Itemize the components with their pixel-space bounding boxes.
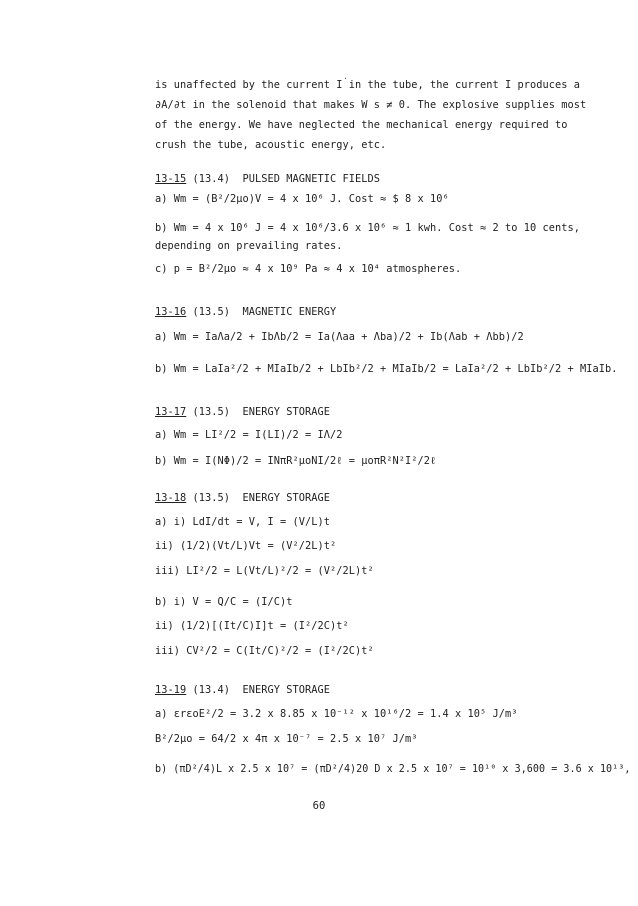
section-title: ENERGY STORAGE: [242, 684, 330, 696]
equation-line: b) Wm = 4 x 10⁶ J = 4 x 10⁶/3.6 x 10⁶ ≈ 1 kwh. Cost ≈ 2 to 10 cents,: [155, 222, 580, 234]
section-heading-13-18: [155, 492, 330, 504]
section-title: MAGNETIC ENERGY: [242, 306, 337, 318]
equation-line: ii) (1/2)[(It/C)I]t = (I²/2C)t²: [155, 620, 349, 632]
section-ref: (13.5): [192, 406, 230, 418]
equation-line: a) εrεoE²/2 = 3.2 x 8.85 x 10⁻¹² x 10¹⁶/2 = 1.4 x 10⁵ J/m³: [155, 708, 518, 720]
section-heading-13-16: [155, 306, 336, 318]
problem-number: 13-17: [155, 406, 187, 418]
section-heading-13-15: [155, 173, 380, 185]
section-ref: (13.5): [192, 492, 230, 504]
equation-line: b) Wm = I(NΦ)/2 = INπR²μoNI/2ℓ = μoπR²N²I²/2ℓ: [155, 455, 437, 467]
scan-mark: .: [343, 72, 348, 81]
section-ref: (13.4): [192, 173, 230, 185]
section-title: ENERGY STORAGE: [242, 406, 330, 418]
equation-line: a) Wm = LI²/2 = I(LI)/2 = IΛ/2: [155, 429, 343, 441]
section-ref: (13.4): [192, 684, 230, 696]
section-heading-13-19: [155, 684, 330, 696]
equation-line: b) i) V = Q/C = (I/C)t: [155, 596, 293, 608]
problem-number: 13-19: [155, 684, 187, 696]
equation-line: iii) CV²/2 = C(It/C)²/2 = (I²/2C)t²: [155, 645, 374, 657]
equation-line: b) (πD²/4)L x 2.5 x 10⁷ = (πD²/4)20 D x 2.5 x 10⁷ = 10¹⁰ x 3,600 = 3.6 x 10¹³,: [155, 763, 631, 775]
equation-line: a) Wm = IaΛa/2 + IbΛb/2 = Ia(Λaa + Λba)/2 + Ib(Λab + Λbb)/2: [155, 331, 524, 343]
equation-line: iii) LI²/2 = L(Vt/L)²/2 = (V²/2L)t²: [155, 565, 374, 577]
intro-line-4: crush the tube, acoustic energy, etc.: [155, 139, 387, 151]
equation-line: B²/2μo = 64/2 x 4π x 10⁻⁷ = 2.5 x 10⁷ J/m³: [155, 733, 418, 745]
intro-line-1: is unaffected by the current I in the tube, the current I produces a: [155, 79, 580, 91]
equation-line: depending on prevailing rates.: [155, 240, 343, 252]
problem-number: 13-18: [155, 492, 187, 504]
equation-line: ii) (1/2)(Vt/L)Vt = (V²/2L)t²: [155, 540, 337, 552]
problem-number: 13-15: [155, 173, 187, 185]
equation-line: c) p = B²/2μo ≈ 4 x 10⁹ Pa ≈ 4 x 10⁴ atmospheres.: [155, 263, 462, 275]
section-title: ENERGY STORAGE: [242, 492, 330, 504]
section-ref: (13.5): [192, 306, 230, 318]
equation-line: a) Wm = (B²/2μo)V = 4 x 10⁶ J. Cost ≈ $ 8 x 10⁶: [155, 193, 449, 205]
intro-line-2: ∂A/∂t in the solenoid that makes W s ≠ 0. The explosive supplies most: [155, 99, 587, 111]
equation-line: b) Wm = LaIa²/2 + MIaIb/2 + LbIb²/2 + MIaIb/2 = LaIa²/2 + LbIb²/2 + MIaIb.: [155, 363, 618, 375]
problem-number: 13-16: [155, 306, 187, 318]
page-number: 60: [312, 800, 326, 812]
section-heading-13-17: [155, 406, 330, 418]
section-title: PULSED MAGNETIC FIELDS: [242, 173, 380, 185]
intro-line-3: of the energy. We have neglected the mechanical energy required to: [155, 119, 568, 131]
equation-line: a) i) LdI/dt = V, I = (V/L)t: [155, 516, 330, 528]
